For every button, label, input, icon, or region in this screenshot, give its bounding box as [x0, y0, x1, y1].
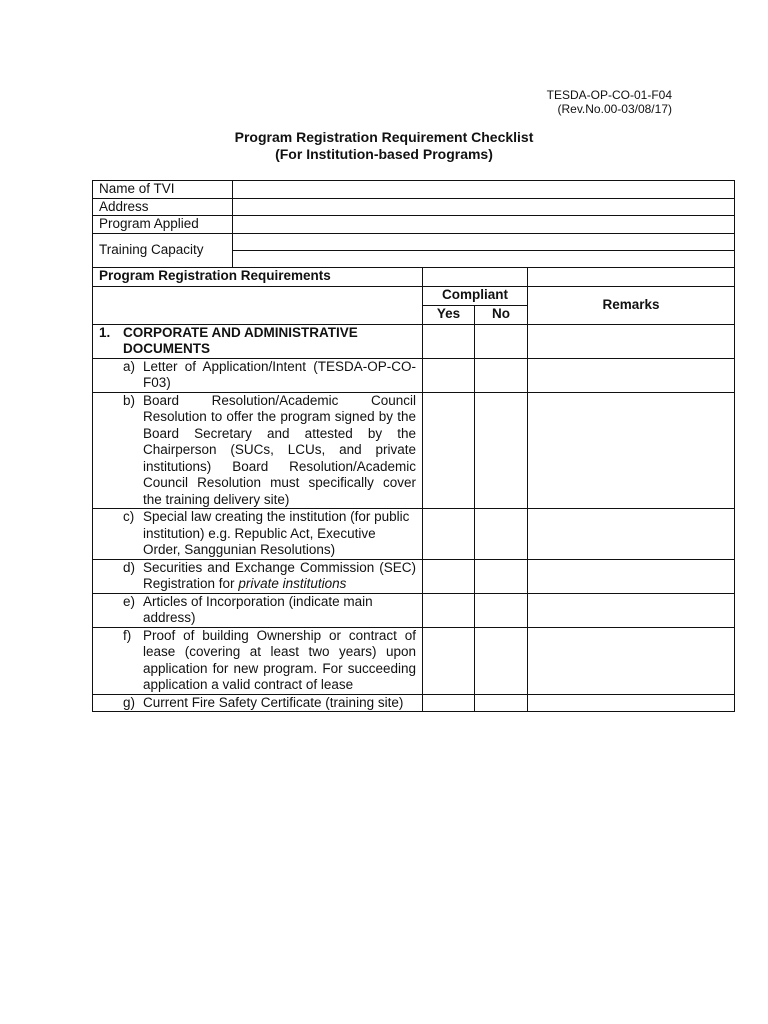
yes-cell[interactable]	[423, 392, 475, 509]
no-cell[interactable]	[475, 593, 528, 627]
yes-cell[interactable]	[423, 324, 475, 358]
requirement-row	[93, 694, 735, 712]
item-text-italic: private institutions	[238, 576, 347, 591]
yes-header: Yes	[423, 305, 475, 324]
requirement-cell	[93, 559, 423, 593]
requirement-row	[93, 593, 735, 627]
yes-cell[interactable]	[423, 358, 475, 392]
requirement-cell	[93, 694, 423, 712]
no-cell[interactable]	[475, 559, 528, 593]
requirement-cell	[93, 392, 423, 509]
item-text: Current Fire Safety Certificate (training site)	[143, 694, 404, 710]
compliant-header-row	[93, 286, 735, 305]
item-letter: e)	[123, 593, 136, 609]
requirement-cell	[93, 358, 423, 392]
no-cell[interactable]	[475, 392, 528, 509]
revision-number: (Rev.No.00-03/08/17)	[557, 102, 672, 116]
remarks-cell[interactable]	[528, 392, 735, 509]
section-title: CORPORATE AND ADMINISTRATIVE DOCUMENTS	[123, 324, 358, 356]
item-text: Proof of building Ownership or contract of lease (covering at least two years) upon application for new program. For succeeding application a valid contract of lease	[143, 627, 416, 692]
title-line-1: Program Registration Requirement Checklist	[234, 129, 534, 145]
item-text: Special law creating the institution (for public institution) e.g. Republic Act, Executive Order, Sanggunian Resolutions)	[143, 509, 410, 557]
yes-cell[interactable]	[423, 559, 475, 593]
compliant-header-spacer	[423, 267, 528, 286]
label-name-of-tvi: Name of TVI	[93, 181, 233, 199]
header-blank	[93, 286, 423, 324]
no-cell[interactable]	[475, 509, 528, 560]
label-program-applied: Program Applied	[93, 216, 233, 234]
section-row	[93, 324, 735, 358]
remarks-header-spacer	[528, 267, 735, 286]
checklist-table	[92, 180, 735, 712]
remarks-cell[interactable]	[528, 593, 735, 627]
requirement-cell	[93, 627, 423, 694]
info-row-address	[93, 198, 735, 216]
form-code-block	[547, 88, 672, 116]
requirement-row	[93, 358, 735, 392]
yes-cell[interactable]	[423, 593, 475, 627]
compliant-header: Compliant	[423, 286, 528, 305]
requirement-row	[93, 509, 735, 560]
field-name-of-tvi[interactable]	[233, 181, 735, 199]
no-cell[interactable]	[475, 694, 528, 712]
field-training-capacity-2[interactable]	[233, 250, 735, 267]
requirement-cell	[93, 509, 423, 560]
item-text: Letter of Application/Intent (TESDA-OP-CO-F03)	[143, 358, 416, 390]
remarks-cell[interactable]	[528, 627, 735, 694]
item-letter: d)	[123, 559, 136, 575]
document-title	[0, 129, 768, 163]
label-address: Address	[93, 198, 233, 216]
yes-cell[interactable]	[423, 509, 475, 560]
info-row-program	[93, 216, 735, 234]
label-training-capacity: Training Capacity	[93, 233, 233, 267]
requirements-header: Program Registration Requirements	[93, 267, 423, 286]
section-title-cell	[93, 324, 423, 358]
form-code: TESDA-OP-CO-01-F04	[546, 88, 672, 102]
no-cell[interactable]	[475, 324, 528, 358]
remarks-cell[interactable]	[528, 559, 735, 593]
requirement-cell	[93, 593, 423, 627]
yes-cell[interactable]	[423, 627, 475, 694]
requirement-row	[93, 559, 735, 593]
title-line-2: (For Institution-based Programs)	[275, 146, 493, 162]
no-header: No	[475, 305, 528, 324]
item-text: Articles of Incorporation (indicate main address)	[143, 593, 373, 625]
item-text: Securities and Exchange Commission (SEC) Registration for	[143, 559, 416, 591]
field-program-applied[interactable]	[233, 216, 735, 234]
item-text: Board Resolution/Academic Council Resolution to offer the program signed by the Board Secretary and attested by the Chairperson (SUCs, LCUs, and private institutions) Board Resolution/Academic Council Resolution must specifically cover the training delivery site)	[143, 392, 416, 507]
remarks-cell[interactable]	[528, 509, 735, 560]
info-row-capacity-a	[93, 233, 735, 250]
remarks-cell[interactable]	[528, 358, 735, 392]
item-letter: c)	[123, 509, 135, 524]
requirement-row	[93, 392, 735, 509]
item-letter: b)	[123, 392, 136, 408]
no-cell[interactable]	[475, 358, 528, 392]
yes-cell[interactable]	[423, 694, 475, 712]
section-number: 1.	[99, 324, 111, 340]
item-letter: f)	[123, 627, 132, 643]
remarks-header: Remarks	[528, 286, 735, 324]
requirements-header-row	[93, 267, 735, 286]
info-row-name	[93, 181, 735, 199]
no-cell[interactable]	[475, 627, 528, 694]
field-address[interactable]	[233, 198, 735, 216]
item-letter: g)	[123, 694, 136, 710]
remarks-cell[interactable]	[528, 324, 735, 358]
item-letter: a)	[123, 358, 136, 374]
field-training-capacity-1[interactable]	[233, 233, 735, 250]
requirement-row	[93, 627, 735, 694]
remarks-cell[interactable]	[528, 694, 735, 712]
